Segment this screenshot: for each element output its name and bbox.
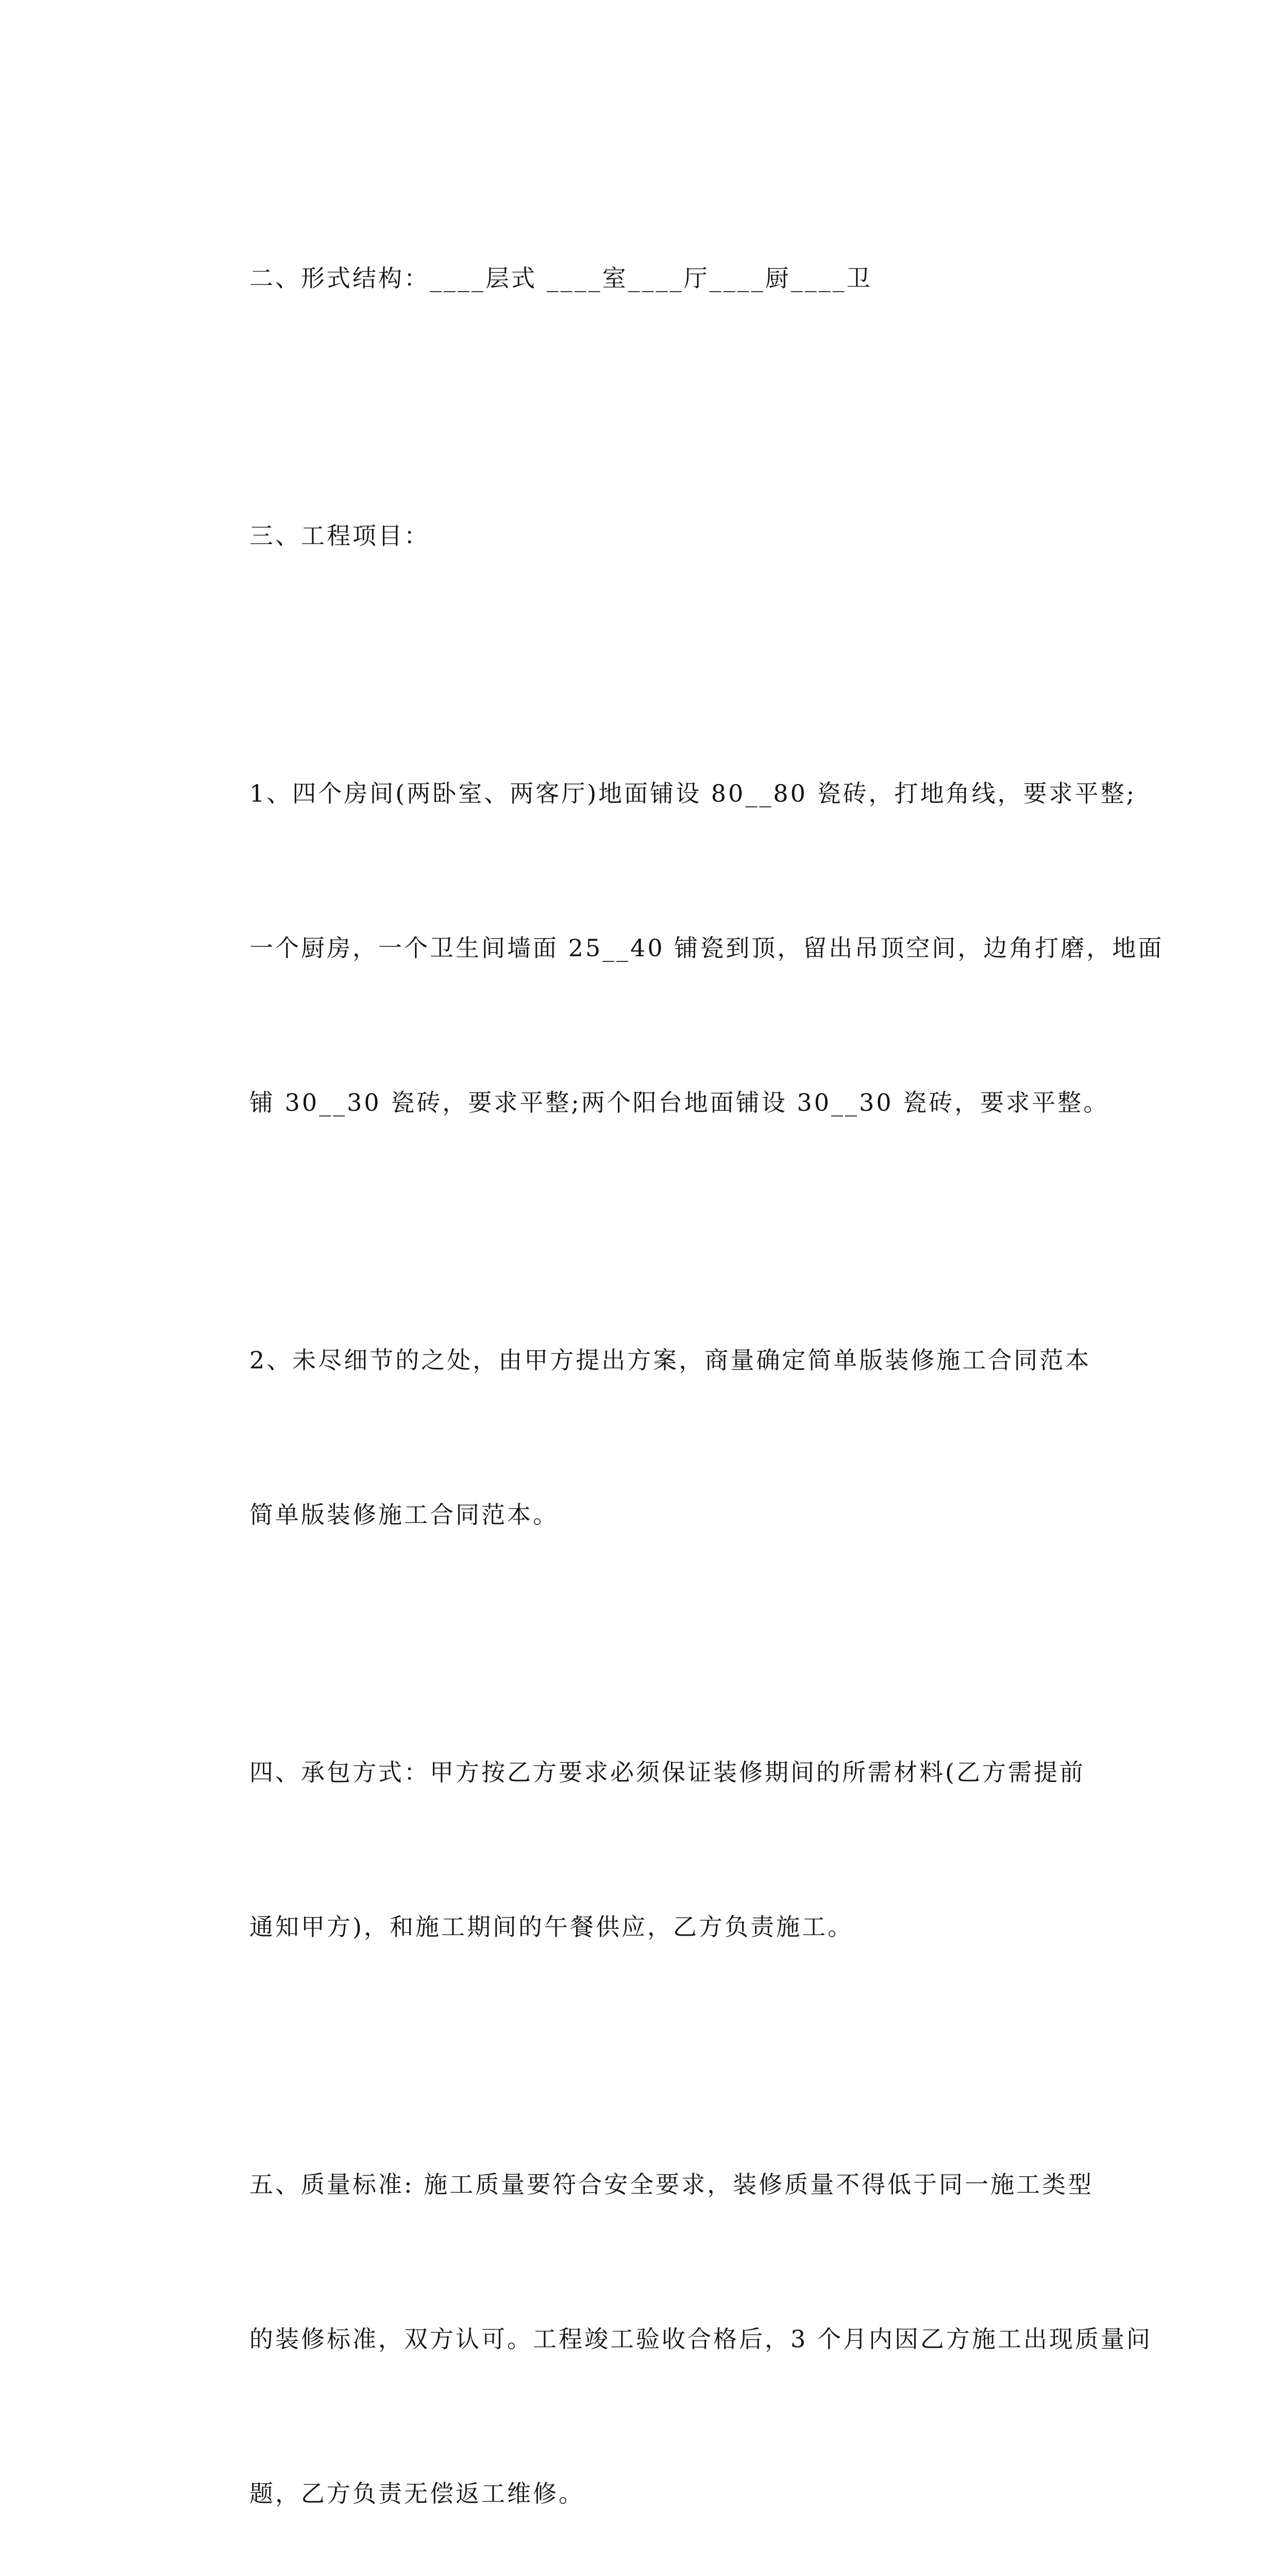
text-line: 二、形式结构：____层式 ____室____厅____厨____卫 [249, 264, 872, 292]
text-line: 1、四个房间(两卧室、两客厅)地面铺设 80__80 瓷砖，打地角线，要求平整; [249, 779, 1136, 807]
text-line: 题，乙方负责无偿返工维修。 [249, 2480, 584, 2507]
text-line: 一个厨房，一个卫生间墙面 25__40 铺瓷到顶，留出吊顶空间，边角打磨，地面 [249, 934, 1164, 962]
text-line: 2、未尽细节的之处，由甲方提出方案，商量确定简单版装修施工合同范本 [249, 1346, 1091, 1374]
project-item-1 [195, 665, 1164, 1231]
project-item-2 [195, 1231, 1091, 1643]
project-items-heading [195, 407, 1091, 665]
contract-method-clause [195, 1643, 1091, 2056]
document-body [195, 149, 1164, 2576]
text-line: 四、承包方式：甲方按乙方要求必须保证装修期间的所需材料(乙方需提前 [249, 1758, 1085, 1786]
text-line: 三、工程项目： [249, 522, 430, 550]
quality-standard-clause [195, 2056, 1152, 2576]
text-line: 的装修标准，双方认可。工程竣工验收合格后，3 个月内因乙方施工出现质量问 [249, 2325, 1152, 2353]
text-line: 五、质量标准: 施工质量要符合安全要求，装修质量不得低于同一施工类型 [249, 2171, 1094, 2198]
structure-clause [195, 149, 1091, 407]
text-line: 通知甲方)，和施工期间的午餐供应，乙方负责施工。 [249, 1913, 853, 1941]
text-line: 简单版装修施工合同范本。 [249, 1501, 559, 1529]
text-line: 铺 30__30 瓷砖，要求平整;两个阳台地面铺设 30__30 瓷砖，要求平整。 [249, 1089, 1109, 1116]
